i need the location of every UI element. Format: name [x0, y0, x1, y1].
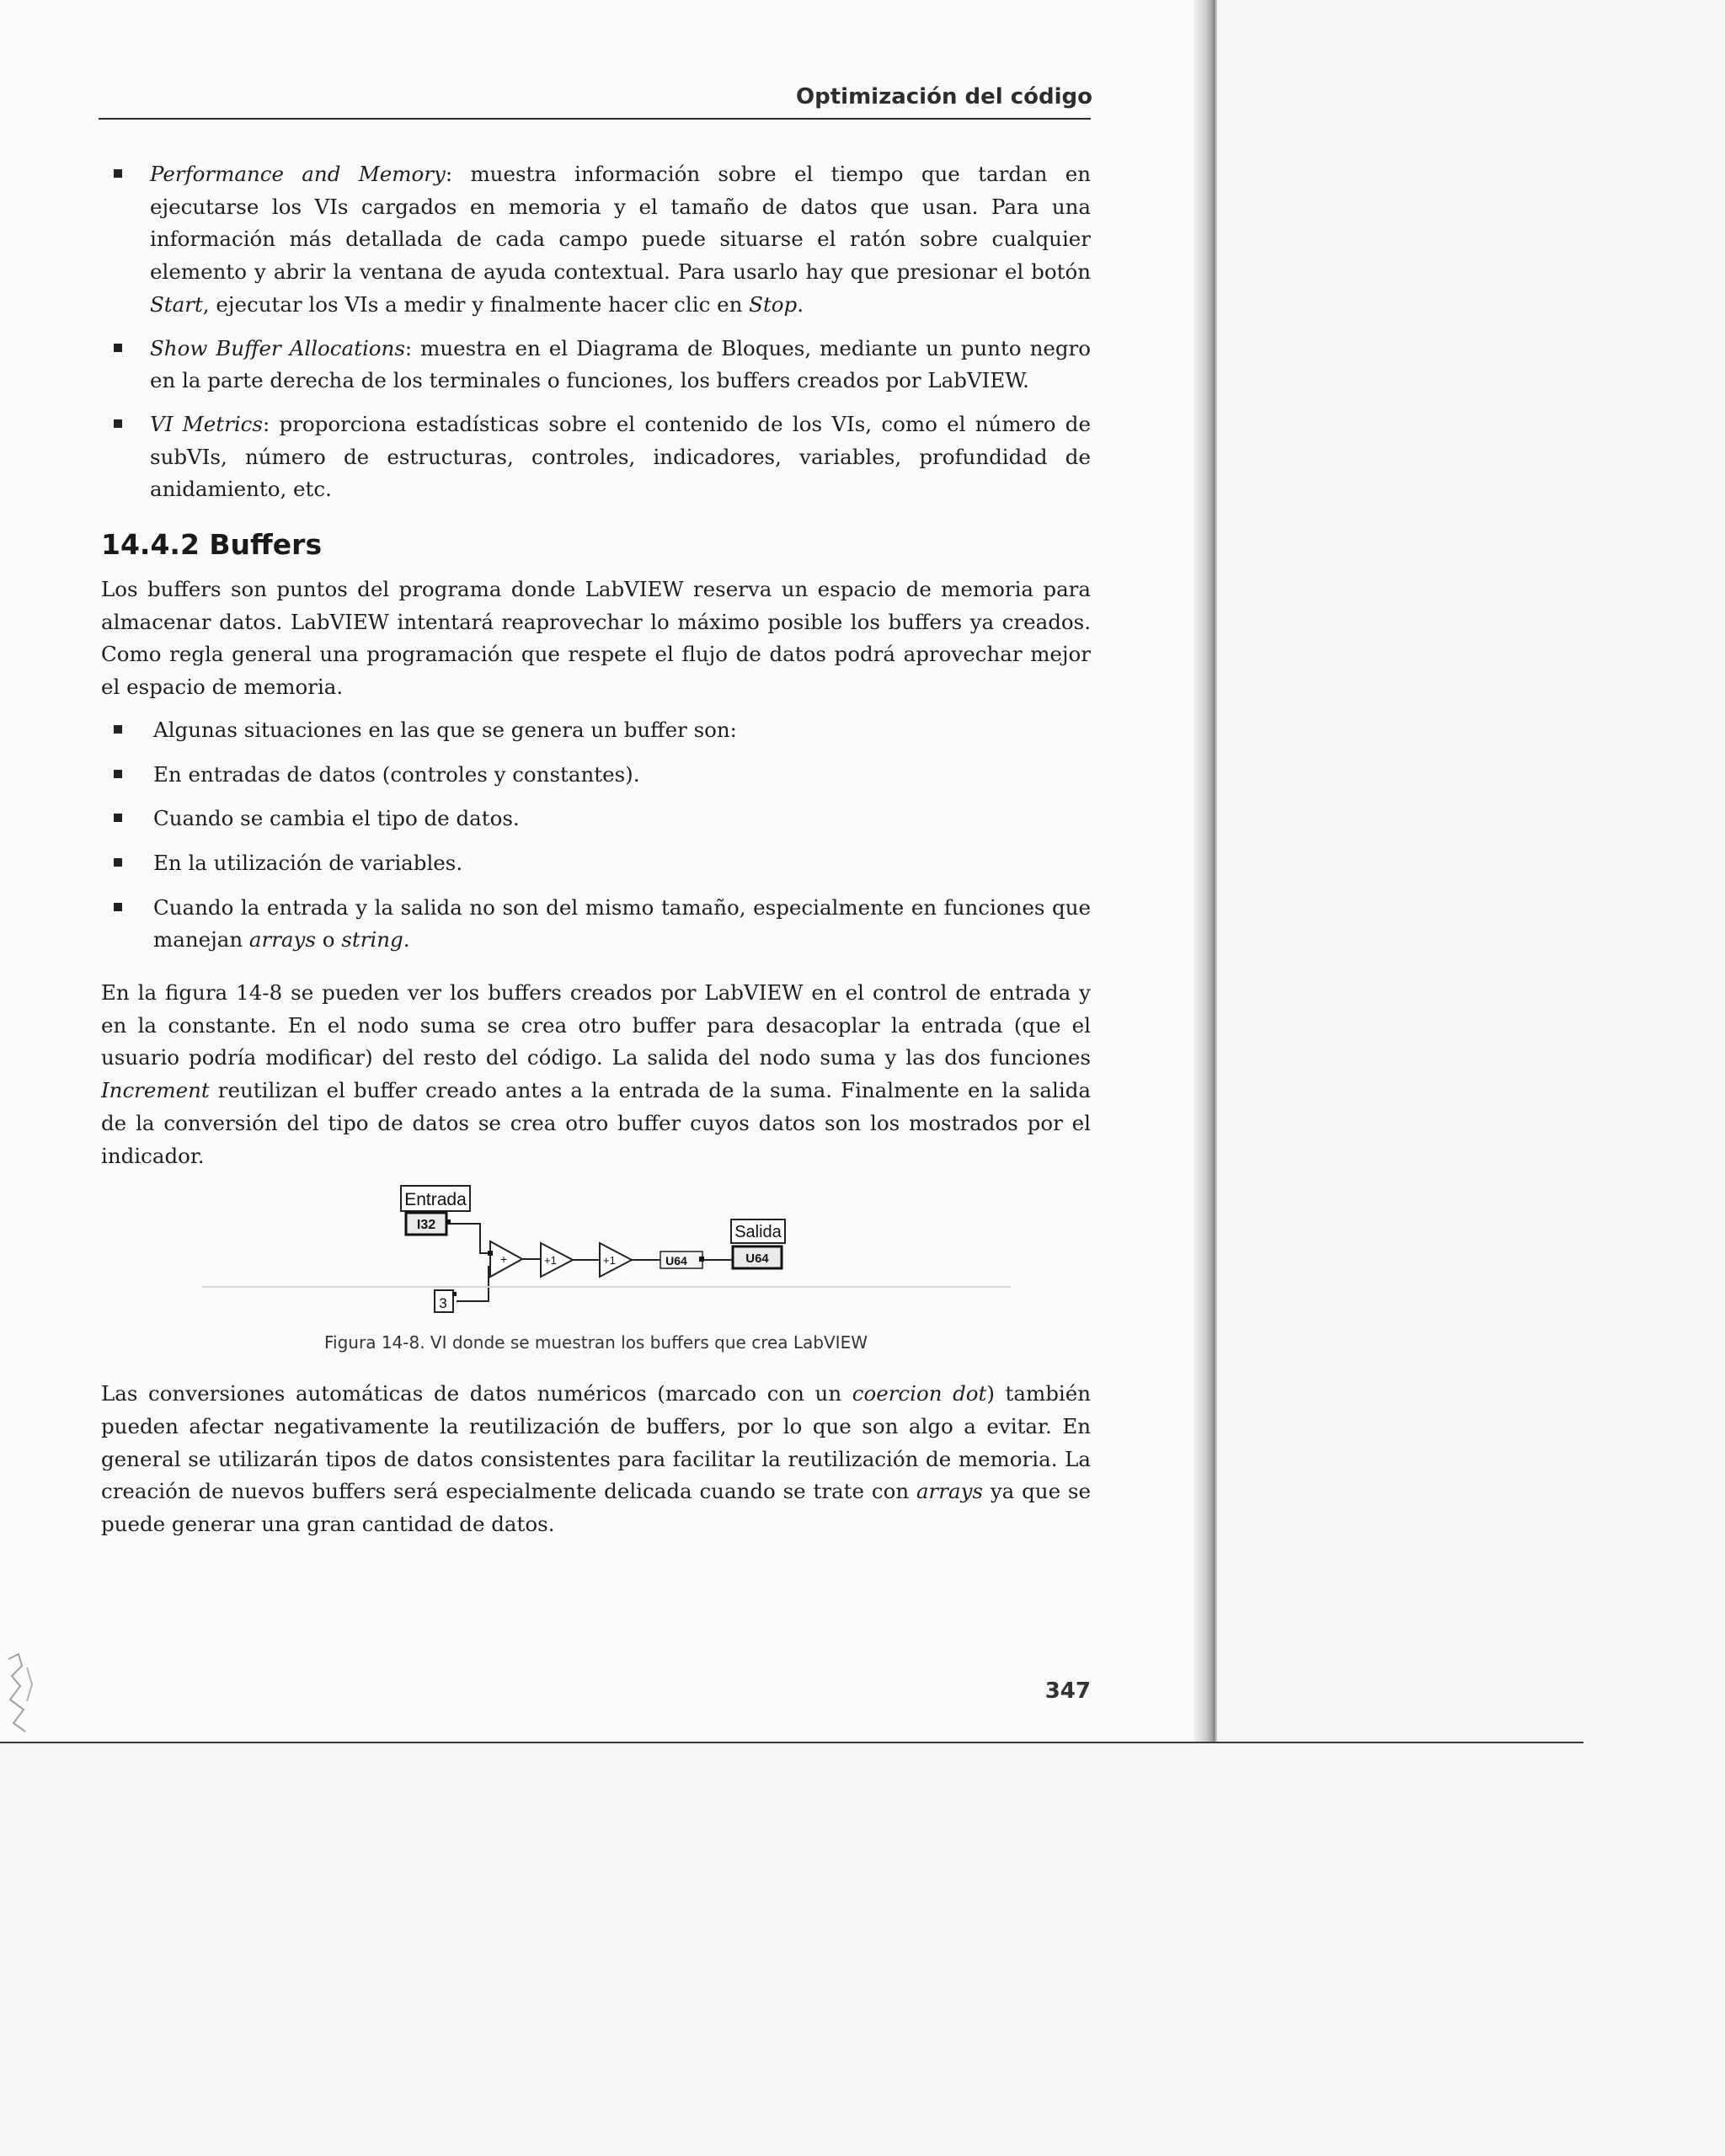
list-item: [101, 333, 1091, 398]
list-item: Cuando se cambia el tipo de datos.: [101, 803, 1091, 835]
term: Stop: [749, 291, 798, 317]
bullet-square-icon: [114, 725, 122, 734]
description: : muestra información sobre el tiempo que tardan en ejecutarse los VIs cargados en memoria y el tamaño de datos que usan. Para una información más detallada de cada campo puede situarse el ratón sobre cualquier elemento y abrir la ventana de ayuda contextual. Para usarlo hay que presionar el botón: [150, 162, 1091, 285]
conversion-type: U64: [665, 1254, 687, 1268]
page-edge: [0, 1742, 1583, 1743]
bullet-square-icon: [114, 814, 122, 822]
paragraph: Los buffers son puntos del programa donde LabVIEW reserva un espacio de memoria para almacenar datos. LabVIEW intentará reaprovechar lo máximo posible los buffers ya creados. Como regla general una programación que respete el flujo de datos podrá aprovechar mejor el espacio de memoria.: [101, 577, 1091, 700]
bullet-square-icon: [114, 169, 122, 178]
header-rule: [99, 118, 1091, 120]
indicator-label: Salida: [734, 1223, 782, 1242]
buffer-dot: [699, 1257, 704, 1262]
term: Show Buffer Allocations: [150, 335, 405, 360]
description: : proporciona estadísticas sobre el contenido de los VIs, como el número de subVIs, número de estructuras, controles, indicadores, variables, profundidad de anidamiento, etc.: [150, 411, 1091, 502]
figure-caption: Figura 14-8. VI donde se muestran los buffers que crea LabVIEW: [324, 1332, 868, 1353]
labview-block-diagram: [101, 1182, 1091, 1319]
list-item: [101, 408, 1091, 506]
block-diagram-svg: [101, 1182, 1091, 1319]
paragraph: Las conversiones automáticas de datos numéricos (marcado con un coercion dot) también pueden afectar negativamente la reutilización de buffers, por lo que son algo a evitar. En general se utilizarán tipos de datos consistentes para facilitar la reutilización de memoria. La creación de nuevos buffers será especialmente delicada cuando se trate con arrays ya que se puede generar una gran cantidad de datos.: [101, 1381, 1092, 1537]
binding-marks: [2, 1651, 44, 1743]
list-item: En la utilización de variables.: [101, 847, 1091, 880]
term: VI Metrics: [150, 411, 263, 436]
control-label: Entrada: [404, 1190, 467, 1210]
svg-text:+: +: [500, 1252, 508, 1267]
wire: [451, 1224, 488, 1253]
list-item: En entradas de datos (controles y constantes).: [101, 759, 1091, 792]
bullet-square-icon: [114, 903, 122, 911]
page-body: [101, 158, 1091, 1551]
bullet-square-icon: [114, 419, 122, 428]
buffer-dot: [488, 1251, 493, 1256]
indicator-type-label: U64: [745, 1251, 769, 1267]
book-spine: [1194, 0, 1213, 1743]
description: .: [797, 291, 804, 317]
buffer-dot: [446, 1219, 451, 1225]
term: Start: [150, 291, 203, 317]
running-head: Optimización del código: [796, 84, 1092, 109]
bullet-square-icon: [114, 770, 122, 778]
section-heading: 14.4.2 Buffers: [101, 528, 323, 562]
increment-label: +1: [603, 1254, 616, 1267]
description: : muestra en el Diagrama de Bloques, mediante un punto negro en la parte derecha de los terminales o funciones, los buffers creados por LabVIEW.: [150, 335, 1091, 393]
buffer-dot: [452, 1292, 457, 1296]
increment-label: +1: [544, 1254, 557, 1267]
wire: [457, 1267, 491, 1301]
bullet-square-icon: [114, 858, 122, 867]
bullet-square-icon: [114, 344, 122, 352]
constant-value: 3: [439, 1295, 447, 1312]
intro-bullet-list: [101, 158, 1091, 506]
list-item: Cuando la entrada y la salida no son del mismo tamaño, especialmente en funciones que manejan arrays o string.: [101, 892, 1091, 957]
list-item: [101, 158, 1091, 322]
term: Performance and Memory: [150, 162, 446, 186]
paragraph: En la figura 14-8 se pueden ver los buffers creados por LabVIEW en el control de entrada y en la constante. En el nodo suma se crea otro buffer para desacoplar la entrada (que el usuario podría modificar) del resto del código. La salida del nodo suma y las dos funciones Increment reutilizan el buffer creado antes a la entrada de la suma. Finalmente en la salida de la conversión del tipo de datos se crea otro buffer cuyos datos son los mostrados por el indicador.: [101, 980, 1091, 1168]
description: , ejecutar los VIs a medir y finalmente hacer clic en: [202, 291, 750, 317]
control-type-label: I32: [416, 1218, 436, 1233]
situations-list: [101, 714, 1091, 957]
list-item: Algunas situaciones en las que se genera un buffer son:: [101, 714, 1091, 747]
page-number: 347: [1044, 1678, 1091, 1704]
